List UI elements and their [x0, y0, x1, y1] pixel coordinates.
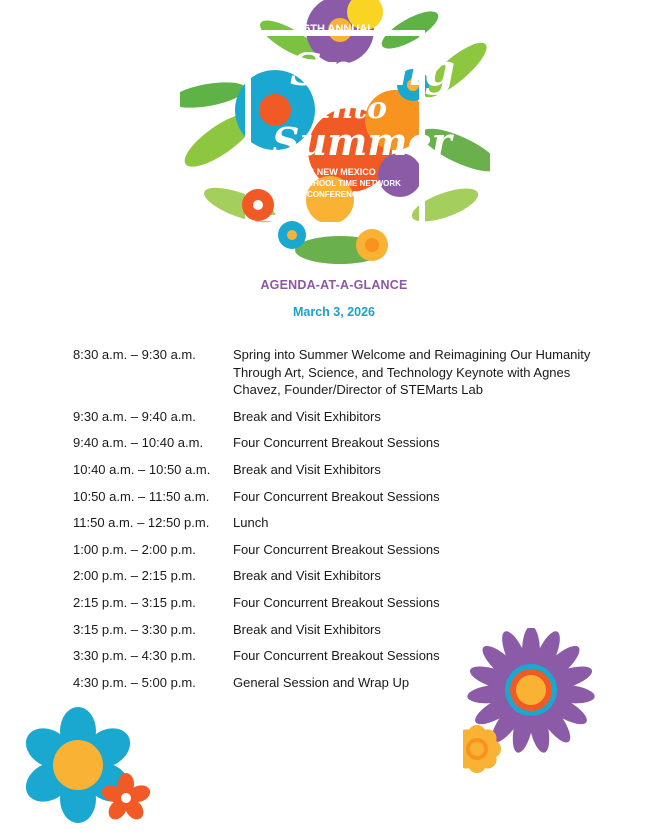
decorative-flowers-bottom-left — [18, 705, 158, 833]
schedule-row — [73, 514, 593, 532]
schedule-time: 3:15 p.m. – 3:30 p.m. — [73, 621, 196, 637]
agenda-date: March 3, 2026 — [293, 305, 375, 319]
schedule-event: Spring into Summer Welcome and Reimagining Our Humanity Through Art, Science, and Technology Keynote with Agnes Chavez, Founder/Director of STEMarts Lab — [233, 347, 591, 398]
conference-logo — [180, 0, 490, 272]
logo-annual-text: 16TH ANNUAL — [298, 23, 374, 35]
schedule-row — [73, 567, 593, 585]
agenda-heading: AGENDA-AT-A-GLANCE — [260, 278, 408, 292]
schedule-time: 2:15 p.m. – 3:15 p.m. — [73, 594, 196, 610]
schedule-row — [73, 434, 593, 452]
schedule-event: Lunch — [233, 515, 269, 531]
logo-subtitle-line1: 2026 NEW MEXICO — [294, 167, 376, 177]
schedule-time: 9:30 a.m. – 9:40 a.m. — [73, 408, 196, 424]
logo-title-line2: into — [320, 91, 388, 126]
schedule-row — [73, 594, 593, 612]
orange-flower-icon — [242, 189, 274, 221]
schedule-row — [73, 488, 593, 506]
logo-title-line3: Summer — [272, 119, 452, 164]
schedule-row — [73, 346, 593, 399]
schedule-time: 3:30 p.m. – 4:30 p.m. — [73, 648, 196, 664]
schedule-event: General Session and Wrap Up — [233, 674, 410, 690]
decorative-flowers-bottom-right — [463, 628, 603, 778]
blue-flower-icon — [278, 221, 306, 249]
schedule-row — [73, 408, 593, 426]
schedule-event: Break and Visit Exhibitors — [233, 461, 381, 477]
schedule-time: 10:50 a.m. – 11:50 a.m. — [73, 488, 210, 504]
schedule-event: Four Concurrent Breakout Sessions — [233, 648, 440, 664]
schedule-event: Four Concurrent Breakout Sessions — [233, 594, 440, 610]
schedule-time: 8:30 a.m. – 9:30 a.m. — [73, 347, 196, 362]
schedule-time: 10:40 a.m. – 10:50 a.m. — [73, 461, 211, 477]
logo-artwork — [180, 0, 490, 272]
schedule-time: 1:00 p.m. – 2:00 p.m. — [73, 541, 196, 557]
schedule-event: Break and Visit Exhibitors — [233, 621, 381, 637]
yellow-flower-icon — [356, 229, 388, 261]
logo-title-line1: Spring — [290, 45, 456, 96]
schedule-row — [73, 541, 593, 559]
logo-subtitle-line2: OUT-OF-SCHOOL TIME NETWORK — [269, 179, 401, 188]
schedule-event: Four Concurrent Breakout Sessions — [233, 488, 440, 504]
schedule-event: Break and Visit Exhibitors — [233, 408, 381, 424]
schedule-event: Four Concurrent Breakout Sessions — [233, 435, 440, 451]
schedule-row — [73, 461, 593, 479]
schedule-time: 4:30 p.m. – 5:00 p.m. — [73, 674, 196, 690]
schedule-time: 9:40 a.m. – 10:40 a.m. — [73, 435, 204, 451]
logo-subtitle-line3: CONFERENCE — [306, 190, 364, 199]
schedule-event: Break and Visit Exhibitors — [233, 568, 381, 584]
schedule-event: Four Concurrent Breakout Sessions — [233, 541, 440, 557]
schedule-time: 2:00 p.m. – 2:15 p.m. — [73, 568, 196, 584]
schedule-time: 11:50 a.m. – 12:50 p.m. — [73, 515, 210, 531]
